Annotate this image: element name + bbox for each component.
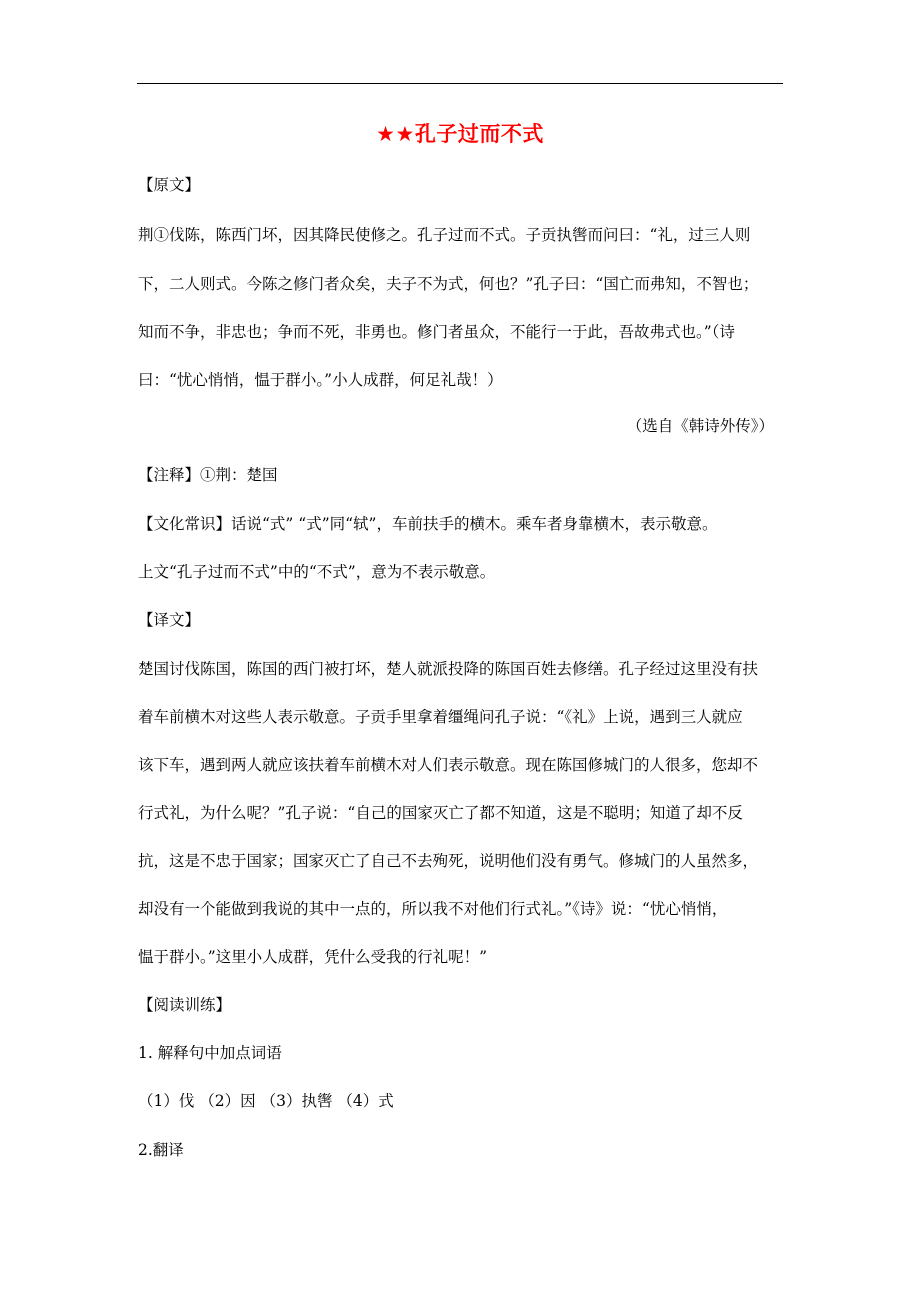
exercise-question: 2.翻译 (138, 1141, 184, 1159)
annotation-line: 【注释】①荆：楚国 (138, 466, 278, 484)
original-text-line: 知而不争，非忠也；争而不死，非勇也。修门者虽众，不能行一于此，吾故弗式也。”（诗 (138, 323, 735, 341)
translation-line: 行式礼，为什么呢？”孔子说：“自己的国家灭亡了都不知道，这是不聪明；知道了却不反 (138, 804, 743, 822)
translation-line: 抗，这是不忠于国家；国家灭亡了自己不去殉死，说明他们没有勇气。修城门的人虽然多， (138, 852, 759, 870)
translation-line: 楚国讨伐陈国，陈国的西门被打坏，楚人就派投降的陈国百姓去修缮。孔子经过这里没有扶 (138, 660, 759, 678)
exercise-question: 1. 解释句中加点词语 (138, 1044, 282, 1062)
translation-line: 着车前横木对这些人表示敬意。子贡手里拿着缰绳问孔子说：“《礼》上说，遇到三人就应 (138, 708, 743, 726)
header-rule (137, 83, 783, 84)
cultural-knowledge-line: 【文化常识】话说“式” “式”同“轼”，车前扶手的横木。乘车者身靠横木，表示敬意。 (138, 515, 718, 533)
translation-line: 愠于群小。”这里小人成群，凭什么受我的行礼呢！” (138, 948, 488, 966)
section-heading-original: 【原文】 (138, 176, 201, 194)
original-text-line: 荆①伐陈，陈西门坏，因其降民使修之。孔子过而不式。子贡执辔而问曰：“礼，过三人则 (138, 226, 751, 244)
original-text-line: 下，二人则式。今陈之修门者众矣，夫子不为式，何也？”孔子曰：“国亡而弗知，不智也； (138, 275, 759, 293)
cultural-knowledge-line: 上文“孔子过而不式”中的“不式”，意为不表示敬意。 (138, 563, 496, 581)
page-title: ★★孔子过而不式 (376, 122, 544, 146)
translation-line: 却没有一个能做到我说的其中一点的，所以我不对他们行式礼。”《诗》说：“忧心悄悄， (138, 900, 728, 918)
exercise-items: （1）伐 （2）因 （3）执辔 （4）式 (138, 1092, 394, 1110)
section-heading-exercises: 【阅读训练】 (138, 996, 232, 1014)
section-heading-translation: 【译文】 (138, 611, 201, 629)
original-text-line: 曰：“忧心悄悄，愠于群小。”小人成群，何足礼哉！） (138, 371, 503, 389)
translation-line: 该下车，遇到两人就应该扶着车前横木对人们表示敬意。现在陈国修城门的人很多，您却不 (138, 756, 759, 774)
source-citation: （选自《韩诗外传》） (626, 417, 774, 435)
